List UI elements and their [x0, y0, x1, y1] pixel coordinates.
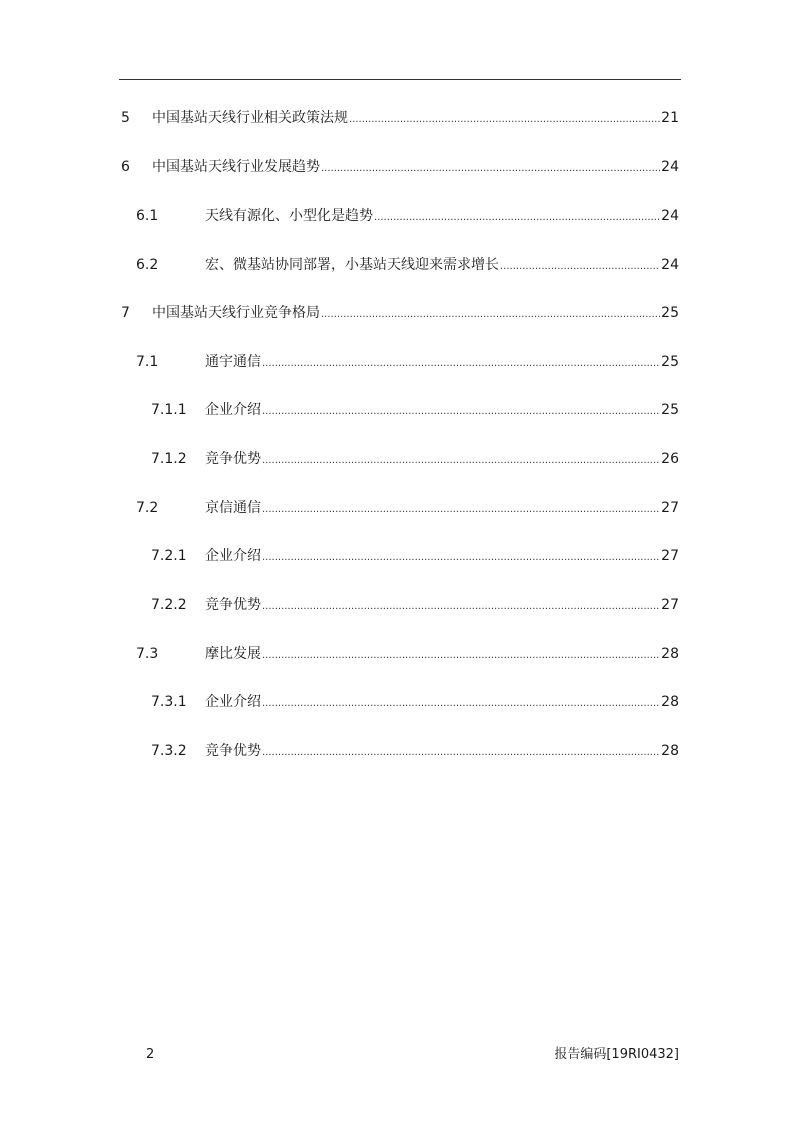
toc-entry-number: 7.3.1: [151, 694, 187, 710]
toc-dot-leader: [321, 157, 660, 181]
toc-entry-page: 28: [661, 694, 679, 710]
toc-entry-page: 24: [661, 208, 679, 224]
toc-entry-page: 26: [661, 451, 679, 467]
toc-entry-page: 27: [661, 597, 679, 613]
toc-entry-number: 7.2.2: [151, 597, 187, 613]
toc-entry[interactable]: [0, 690, 800, 714]
toc-entry-number: 6: [121, 159, 130, 175]
toc-entry-title: 京信通信: [205, 500, 261, 516]
toc-entry-page: 25: [661, 305, 679, 321]
toc-entry[interactable]: [0, 253, 800, 277]
toc-dot-leader: [262, 546, 660, 570]
toc-entry-number: 7.1.1: [151, 402, 187, 418]
toc-dot-leader: [374, 206, 660, 230]
toc-entry-page: 27: [661, 548, 679, 564]
toc-entry-title: 竞争优势: [205, 743, 261, 759]
toc-entry-number: 7.2.1: [151, 548, 187, 564]
toc-dot-leader: [349, 108, 660, 132]
toc-dot-leader: [262, 644, 660, 668]
toc-entry-number: 5: [121, 110, 130, 126]
toc-dot-leader: [262, 595, 660, 619]
toc-entry-page: 24: [661, 257, 679, 273]
toc-entry-number: 6.1: [136, 208, 159, 224]
toc-dot-leader: [262, 449, 660, 473]
toc-entry[interactable]: [0, 301, 800, 325]
toc-entry-page: 28: [661, 743, 679, 759]
toc-entry-title: 中国基站天线行业发展趋势: [152, 159, 320, 175]
footer-page-number: 2: [146, 1047, 155, 1062]
toc-dot-leader: [262, 741, 660, 765]
toc-entry[interactable]: [0, 739, 800, 763]
toc-entry[interactable]: [0, 544, 800, 568]
toc-entry-page: 24: [661, 159, 679, 175]
toc-entry-title: 企业介绍: [205, 548, 261, 564]
toc-entry-number: 7.1.2: [151, 451, 187, 467]
header-rule: [119, 79, 681, 80]
toc-entry-page: 21: [661, 110, 679, 126]
toc-entry-page: 28: [661, 646, 679, 662]
toc-entry-number: 7.2: [136, 500, 159, 516]
toc-entry-title: 天线有源化、小型化是趋势: [205, 208, 373, 224]
toc-entry-number: 7.3: [136, 646, 159, 662]
toc-entry-title: 中国基站天线行业竞争格局: [152, 305, 320, 321]
toc-entry-title: 竞争优势: [205, 597, 261, 613]
toc-entry[interactable]: [0, 447, 800, 471]
toc-entry[interactable]: [0, 496, 800, 520]
toc-entry-title: 企业介绍: [205, 402, 261, 418]
toc-entry[interactable]: [0, 106, 800, 130]
toc-entry-number: 6.2: [136, 257, 159, 273]
toc-dot-leader: [321, 303, 660, 327]
toc-dot-leader: [500, 255, 660, 279]
toc-entry-title: 企业介绍: [205, 694, 261, 710]
toc-entry-page: 27: [661, 500, 679, 516]
toc-entry[interactable]: [0, 642, 800, 666]
toc-entry-number: 7.1: [136, 354, 159, 370]
toc-entry[interactable]: [0, 204, 800, 228]
toc-entry[interactable]: [0, 155, 800, 179]
toc-entry[interactable]: [0, 593, 800, 617]
footer-report-code: 报告编码[19RI0432]: [554, 1047, 679, 1062]
toc-entry-title: 竞争优势: [205, 451, 261, 467]
toc-entry-page: 25: [661, 354, 679, 370]
toc-entry-title: 通宇通信: [205, 354, 261, 370]
toc-dot-leader: [262, 692, 660, 716]
toc-entry-number: 7: [121, 305, 130, 321]
toc-entry[interactable]: [0, 350, 800, 374]
toc-dot-leader: [262, 400, 660, 424]
toc-entry-page: 25: [661, 402, 679, 418]
toc-dot-leader: [262, 498, 660, 522]
toc-entry-title: 摩比发展: [205, 646, 261, 662]
toc-entry-title: 宏、微基站协同部署，小基站天线迎来需求增长: [205, 257, 499, 273]
toc-entry-title: 中国基站天线行业相关政策法规: [152, 110, 348, 126]
toc-entry[interactable]: [0, 398, 800, 422]
toc-dot-leader: [262, 352, 660, 376]
toc-entry-number: 7.3.2: [151, 743, 187, 759]
